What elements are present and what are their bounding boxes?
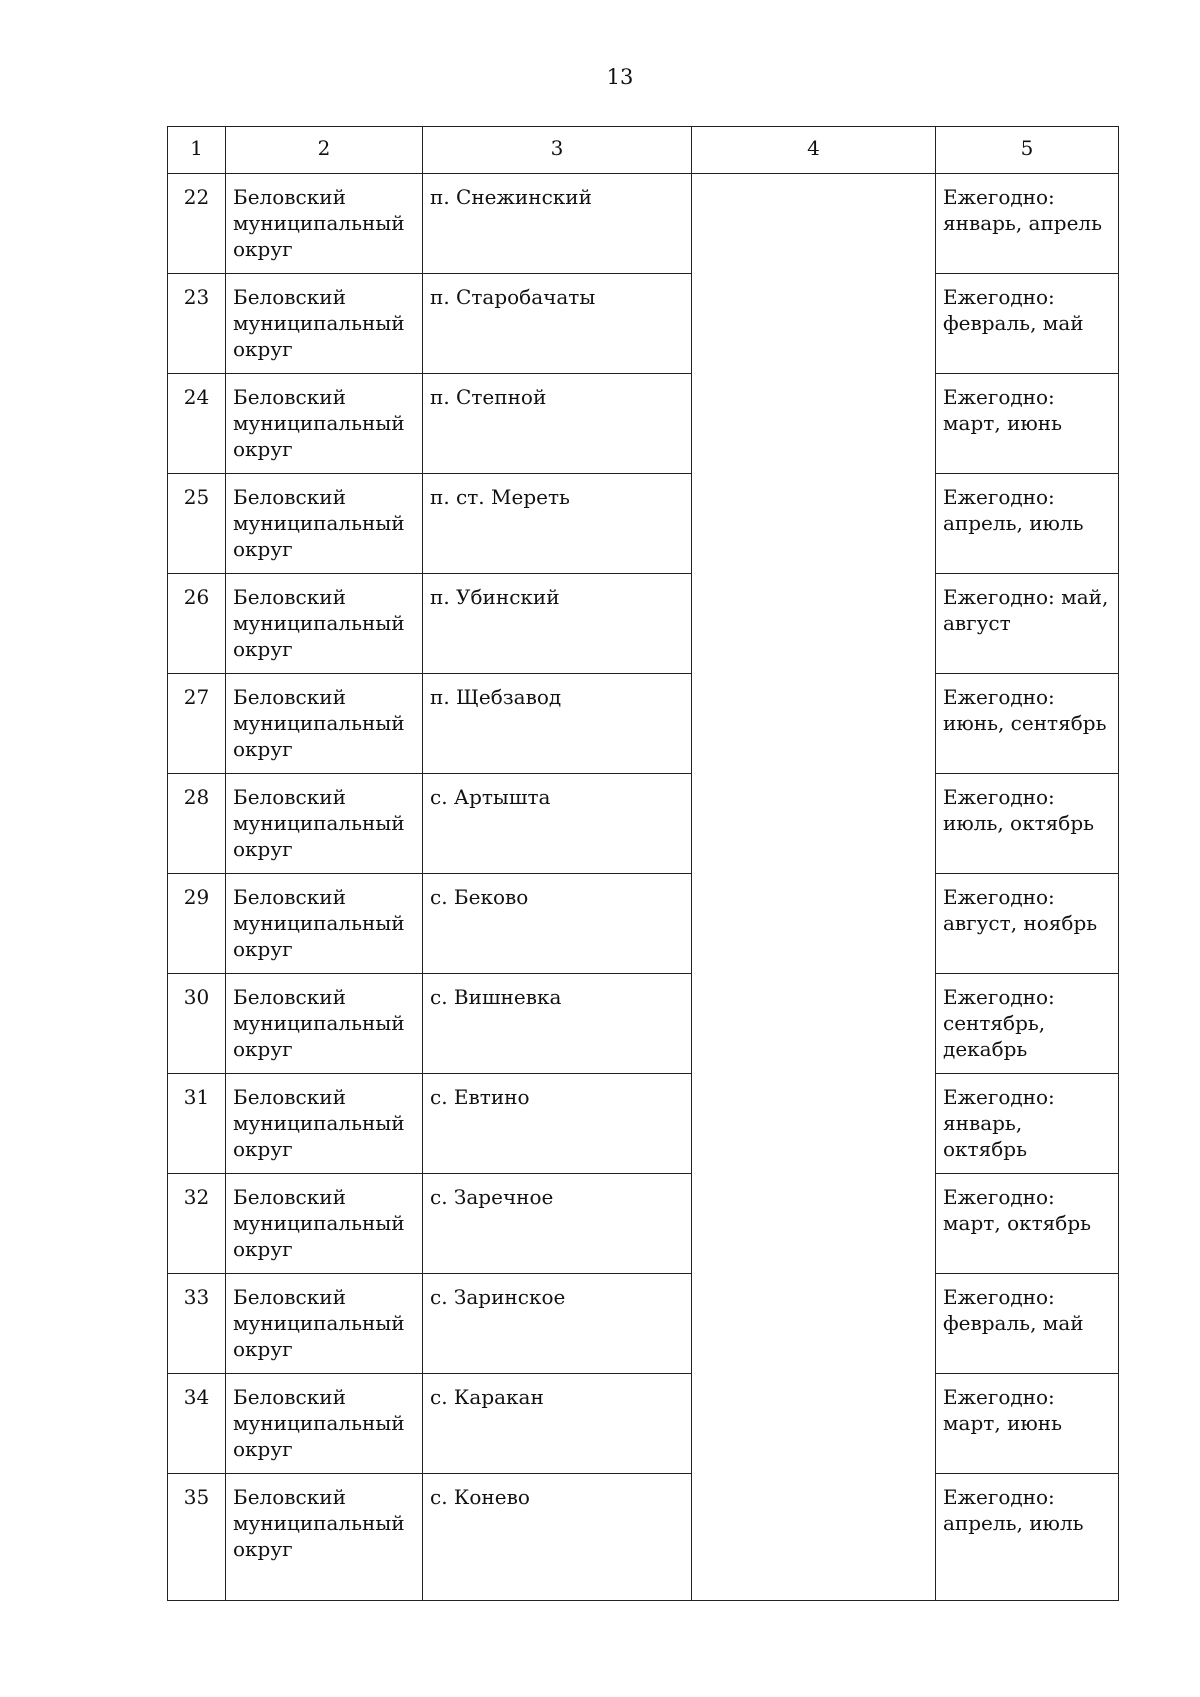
table-row bbox=[168, 174, 1119, 274]
table-row bbox=[168, 274, 1119, 374]
row-number-cell-text: 30 bbox=[183, 985, 210, 1009]
settlement-cell-text: п. Снежинский bbox=[430, 185, 592, 209]
settlement-cell bbox=[423, 1274, 692, 1374]
district-cell bbox=[226, 1274, 423, 1374]
settlement-cell-text: п. Убинский bbox=[430, 585, 560, 609]
district-cell bbox=[226, 374, 423, 474]
settlement-cell-text: с. Евтино bbox=[430, 1085, 530, 1109]
district-cell bbox=[226, 974, 423, 1074]
district-cell-text: Беловский муниципальный округ bbox=[233, 1385, 405, 1461]
settlement-cell bbox=[423, 174, 692, 274]
schedule-cell bbox=[936, 174, 1119, 274]
district-cell bbox=[226, 874, 423, 974]
schedule-cell-text: Ежегодно: март, октябрь bbox=[943, 1185, 1092, 1235]
settlement-cell-text: п. Старобачаты bbox=[430, 285, 596, 309]
row-number-cell-text: 34 bbox=[183, 1385, 210, 1409]
table-row bbox=[168, 574, 1119, 674]
district-cell bbox=[226, 574, 423, 674]
row-number-cell-text: 35 bbox=[183, 1485, 210, 1509]
settlement-cell-text: с. Беково bbox=[430, 885, 529, 909]
row-number-cell bbox=[168, 974, 226, 1074]
schedule-cell bbox=[936, 574, 1119, 674]
settlement-cell bbox=[423, 374, 692, 474]
settlement-cell-text: с. Каракан bbox=[430, 1385, 544, 1409]
row-number-cell bbox=[168, 1074, 226, 1174]
row-number-cell bbox=[168, 674, 226, 774]
settlement-cell-text: с. Вишневка bbox=[430, 985, 562, 1009]
schedule-cell-text: Ежегодно: февраль, май bbox=[943, 285, 1084, 335]
header-col-5: 5 bbox=[936, 127, 1119, 174]
settlement-cell bbox=[423, 1474, 692, 1601]
district-cell-text: Беловский муниципальный округ bbox=[233, 685, 405, 761]
row-number-cell bbox=[168, 774, 226, 874]
table-row bbox=[168, 374, 1119, 474]
schedule-cell-text: Ежегодно: июнь, сентябрь bbox=[943, 685, 1107, 735]
settlement-cell-text: п. Степной bbox=[430, 385, 547, 409]
schedule-cell-text: Ежегодно: апрель, июль bbox=[943, 485, 1084, 535]
row-number-cell-text: 23 bbox=[183, 285, 210, 309]
district-cell bbox=[226, 1074, 423, 1174]
schedule-cell bbox=[936, 874, 1119, 974]
row-number-cell-text: 29 bbox=[183, 885, 210, 909]
district-cell bbox=[226, 174, 423, 274]
settlement-cell bbox=[423, 574, 692, 674]
schedule-cell-text: Ежегодно: апрель, июль bbox=[943, 1485, 1084, 1535]
row-number-cell-text: 24 bbox=[183, 385, 210, 409]
schedule-cell bbox=[936, 774, 1119, 874]
settlement-cell bbox=[423, 274, 692, 374]
schedule-cell bbox=[936, 1274, 1119, 1374]
row-number-cell bbox=[168, 874, 226, 974]
table-header bbox=[168, 127, 1119, 174]
schedule-cell bbox=[936, 1374, 1119, 1474]
row-number-cell bbox=[168, 1474, 226, 1601]
row-number-cell bbox=[168, 274, 226, 374]
row-number-cell-text: 27 bbox=[183, 685, 210, 709]
schedule-cell-text: Ежегодно: май, август bbox=[943, 585, 1109, 635]
district-cell-text: Беловский муниципальный округ bbox=[233, 285, 405, 361]
schedule-cell bbox=[936, 674, 1119, 774]
district-cell bbox=[226, 1174, 423, 1274]
district-cell-text: Беловский муниципальный округ bbox=[233, 785, 405, 861]
row-number-cell bbox=[168, 174, 226, 274]
district-cell bbox=[226, 674, 423, 774]
district-cell-text: Беловский муниципальный округ bbox=[233, 1185, 405, 1261]
schedule-cell-text: Ежегодно: март, июнь bbox=[943, 1385, 1063, 1435]
table-row bbox=[168, 774, 1119, 874]
district-cell-text: Беловский муниципальный округ bbox=[233, 1085, 405, 1161]
row-number-cell bbox=[168, 474, 226, 574]
row-number-cell-text: 32 bbox=[183, 1185, 210, 1209]
settlement-cell bbox=[423, 1174, 692, 1274]
schedule-cell-text: Ежегодно: январь, апрель bbox=[943, 185, 1103, 235]
district-cell-text: Беловский муниципальный округ bbox=[233, 885, 405, 961]
row-number-cell-text: 33 bbox=[183, 1285, 210, 1309]
settlement-cell bbox=[423, 1074, 692, 1174]
settlement-cell-text: с. Конево bbox=[430, 1485, 530, 1509]
row-number-cell-text: 22 bbox=[183, 185, 210, 209]
table-row bbox=[168, 674, 1119, 774]
header-col-3: 3 bbox=[423, 127, 692, 174]
schedule-cell bbox=[936, 1174, 1119, 1274]
table-body bbox=[168, 174, 1119, 1601]
row-number-cell-text: 31 bbox=[183, 1085, 210, 1109]
row-number-cell bbox=[168, 374, 226, 474]
settlement-cell-text: с. Артышта bbox=[430, 785, 551, 809]
table-row bbox=[168, 974, 1119, 1074]
table-row bbox=[168, 1174, 1119, 1274]
district-cell-text: Беловский муниципальный округ bbox=[233, 1285, 405, 1361]
table-row bbox=[168, 874, 1119, 974]
district-cell-text: Беловский муниципальный округ bbox=[233, 985, 405, 1061]
table-row bbox=[168, 1274, 1119, 1374]
header-col-4: 4 bbox=[692, 127, 936, 174]
schedule-cell-text: Ежегодно: март, июнь bbox=[943, 385, 1063, 435]
schedule-cell bbox=[936, 1074, 1119, 1174]
district-cell-text: Беловский муниципальный округ bbox=[233, 585, 405, 661]
row-number-cell-text: 25 bbox=[183, 485, 210, 509]
settlement-cell bbox=[423, 674, 692, 774]
header-row bbox=[168, 127, 1119, 174]
row-number-cell bbox=[168, 574, 226, 674]
table-row bbox=[168, 1074, 1119, 1174]
header-col-2: 2 bbox=[226, 127, 423, 174]
district-cell-text: Беловский муниципальный округ bbox=[233, 185, 405, 261]
header-col-1: 1 bbox=[168, 127, 226, 174]
district-cell bbox=[226, 774, 423, 874]
settlement-cell-text: с. Заринское bbox=[430, 1285, 566, 1309]
district-cell-text: Беловский муниципальный округ bbox=[233, 1485, 405, 1561]
settlement-cell bbox=[423, 474, 692, 574]
row-number-cell-text: 26 bbox=[183, 585, 210, 609]
table-row bbox=[168, 1374, 1119, 1474]
row-number-cell bbox=[168, 1274, 226, 1374]
row-number-cell-text: 28 bbox=[183, 785, 210, 809]
schedule-cell-text: Ежегодно: январь, октябрь bbox=[943, 1085, 1055, 1161]
table-row bbox=[168, 474, 1119, 574]
schedule-table bbox=[167, 126, 1119, 1601]
schedule-cell-text: Ежегодно: февраль, май bbox=[943, 1285, 1084, 1335]
district-cell bbox=[226, 274, 423, 374]
settlement-cell bbox=[423, 874, 692, 974]
district-cell bbox=[226, 1474, 423, 1601]
schedule-cell-text: Ежегодно: июль, октябрь bbox=[943, 785, 1095, 835]
settlement-cell bbox=[423, 774, 692, 874]
schedule-cell bbox=[936, 474, 1119, 574]
page-number: 13 bbox=[606, 65, 634, 89]
merged-empty-column-4 bbox=[692, 174, 936, 1601]
settlement-cell bbox=[423, 1374, 692, 1474]
schedule-cell-text: Ежегодно: август, ноябрь bbox=[943, 885, 1098, 935]
row-number-cell bbox=[168, 1174, 226, 1274]
settlement-cell bbox=[423, 974, 692, 1074]
table-row bbox=[168, 1474, 1119, 1601]
schedule-cell bbox=[936, 974, 1119, 1074]
schedule-cell bbox=[936, 374, 1119, 474]
settlement-cell-text: п. Щебзавод bbox=[430, 685, 562, 709]
schedule-cell-text: Ежегодно: сентябрь, декабрь bbox=[943, 985, 1055, 1061]
settlement-cell-text: п. ст. Мереть bbox=[430, 485, 570, 509]
district-cell-text: Беловский муниципальный округ bbox=[233, 485, 405, 561]
district-cell bbox=[226, 1374, 423, 1474]
schedule-cell bbox=[936, 274, 1119, 374]
settlement-cell-text: с. Заречное bbox=[430, 1185, 554, 1209]
row-number-cell bbox=[168, 1374, 226, 1474]
schedule-cell bbox=[936, 1474, 1119, 1601]
district-cell-text: Беловский муниципальный округ bbox=[233, 385, 405, 461]
district-cell bbox=[226, 474, 423, 574]
